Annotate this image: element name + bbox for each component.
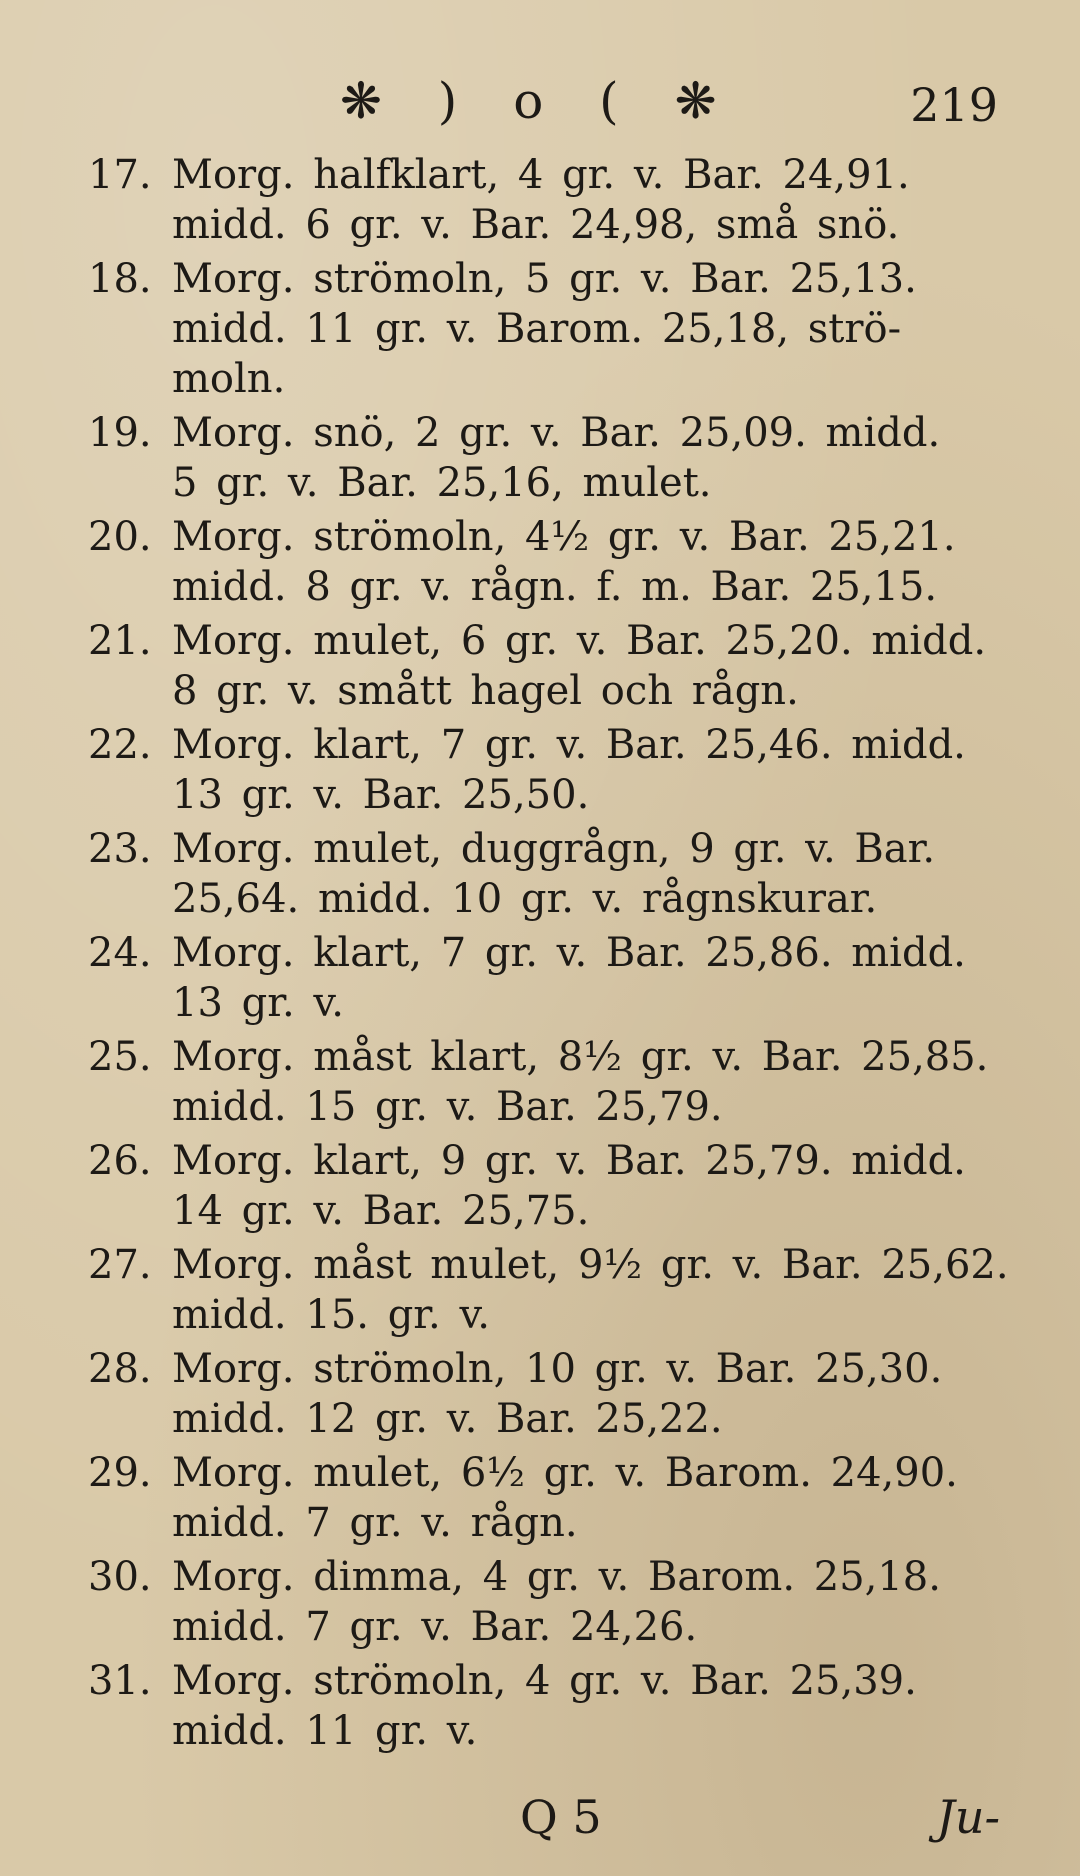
log-entry	[88, 408, 1008, 508]
entry-line: Morg. strömoln, 4½ gr. v. Bar. 25,21.	[172, 514, 956, 560]
entry-day: 31.	[88, 1658, 152, 1704]
entry-line: Morg. strömoln, 10 gr. v. Bar. 25,30.	[172, 1346, 943, 1392]
entry-text	[172, 1136, 1008, 1236]
entry-line: Morg. klart, 7 gr. v. Bar. 25,86. midd.	[172, 930, 966, 976]
entry-day: 17.	[88, 152, 152, 198]
page-header	[0, 72, 1080, 152]
entry-line: midd. 8 gr. v. rågn. f. m. Bar. 25,15.	[172, 564, 938, 610]
entry-text	[172, 824, 1008, 924]
log-entry	[88, 928, 1008, 1028]
entry-line: 8 gr. v. smått hagel och rågn.	[172, 668, 799, 714]
entry-day: 20.	[88, 514, 152, 560]
entry-day: 21.	[88, 618, 152, 664]
entry-day: 26.	[88, 1138, 152, 1184]
entry-line: 14 gr. v. Bar. 25,75.	[172, 1188, 590, 1234]
entry-text	[172, 720, 1008, 820]
entry-text	[172, 1240, 1009, 1340]
entry-line: midd. 11 gr. v. Barom. 25,18, strö-	[172, 306, 902, 352]
entry-text	[172, 254, 1008, 404]
entry-day: 25.	[88, 1034, 152, 1080]
entry-line: Morg. klart, 7 gr. v. Bar. 25,46. midd.	[172, 722, 966, 768]
log-entry	[88, 1136, 1008, 1236]
entry-line: midd. 15. gr. v.	[172, 1292, 491, 1338]
log-entry	[88, 1552, 1008, 1652]
entry-text	[172, 408, 1008, 508]
entry-line: Morg. snö, 2 gr. v. Bar. 25,09. midd.	[172, 410, 941, 456]
entry-line: Morg. strömoln, 5 gr. v. Bar. 25,13.	[172, 256, 917, 302]
entry-line: Morg. mulet, 6 gr. v. Bar. 25,20. midd.	[172, 618, 987, 664]
log-entry	[88, 512, 1008, 612]
entry-line: Morg. klart, 9 gr. v. Bar. 25,79. midd.	[172, 1138, 966, 1184]
entry-text	[172, 512, 1008, 612]
entry-text	[172, 1656, 1008, 1756]
page-footer	[0, 1790, 1080, 1850]
entry-line: Morg. strömoln, 4 gr. v. Bar. 25,39.	[172, 1658, 917, 1704]
log-entry	[88, 1344, 1008, 1444]
log-entry	[88, 1032, 1008, 1132]
entry-day: 29.	[88, 1450, 152, 1496]
entry-text	[172, 1344, 1008, 1444]
entry-line: 13 gr. v.	[172, 980, 344, 1026]
entry-line: 13 gr. v. Bar. 25,50.	[172, 772, 590, 818]
log-entry	[88, 150, 1008, 250]
entry-day: 23.	[88, 826, 152, 872]
entry-line: midd. 15 gr. v. Bar. 25,79.	[172, 1084, 723, 1130]
entry-text	[172, 1552, 1008, 1652]
log-entry	[88, 720, 1008, 820]
entry-line: midd. 12 gr. v. Bar. 25,22.	[172, 1396, 723, 1442]
entry-text	[172, 150, 1008, 250]
entry-line: Morg. halfklart, 4 gr. v. Bar. 24,91.	[172, 152, 910, 198]
entry-day: 22.	[88, 722, 152, 768]
entry-line: Morg. dimma, 4 gr. v. Barom. 25,18.	[172, 1554, 941, 1600]
entry-day: 19.	[88, 410, 152, 456]
entry-line: Morg. måst klart, 8½ gr. v. Bar. 25,85.	[172, 1034, 989, 1080]
entry-text	[172, 1448, 1008, 1548]
signature-mark: Q 5	[520, 1790, 602, 1844]
entry-day: 28.	[88, 1346, 152, 1392]
log-entry	[88, 824, 1008, 924]
weather-log	[88, 150, 1008, 1760]
entry-day: 24.	[88, 930, 152, 976]
entry-line: Morg. mulet, duggrågn, 9 gr. v. Bar.	[172, 826, 936, 872]
entry-text	[172, 928, 1008, 1028]
log-entry	[88, 1240, 1008, 1340]
entry-day: 30.	[88, 1554, 152, 1600]
entry-line: 5 gr. v. Bar. 25,16, mulet.	[172, 460, 712, 506]
entry-day: 27.	[88, 1242, 152, 1288]
catchword: Ju-	[936, 1790, 1000, 1844]
log-entry	[88, 1656, 1008, 1756]
entry-line: moln.	[172, 356, 286, 402]
entry-line: Morg. mulet, 6½ gr. v. Barom. 24,90.	[172, 1450, 958, 1496]
page-number: 219	[910, 78, 998, 132]
entry-line: midd. 11 gr. v.	[172, 1708, 478, 1754]
header-ornament: ❋ ) o ( ❋	[340, 72, 737, 130]
entry-line: Morg. måst mulet, 9½ gr. v. Bar. 25,62.	[172, 1242, 1009, 1288]
entry-text	[172, 616, 1008, 716]
log-entry	[88, 616, 1008, 716]
log-entry	[88, 254, 1008, 404]
entry-line: 25,64. midd. 10 gr. v. rågnskurar.	[172, 876, 878, 922]
entry-text	[172, 1032, 1008, 1132]
entry-day: 18.	[88, 256, 152, 302]
log-entry	[88, 1448, 1008, 1548]
entry-line: midd. 7 gr. v. rågn.	[172, 1500, 578, 1546]
entry-line: midd. 7 gr. v. Bar. 24,26.	[172, 1604, 698, 1650]
entry-line: midd. 6 gr. v. Bar. 24,98, små snö.	[172, 202, 900, 248]
